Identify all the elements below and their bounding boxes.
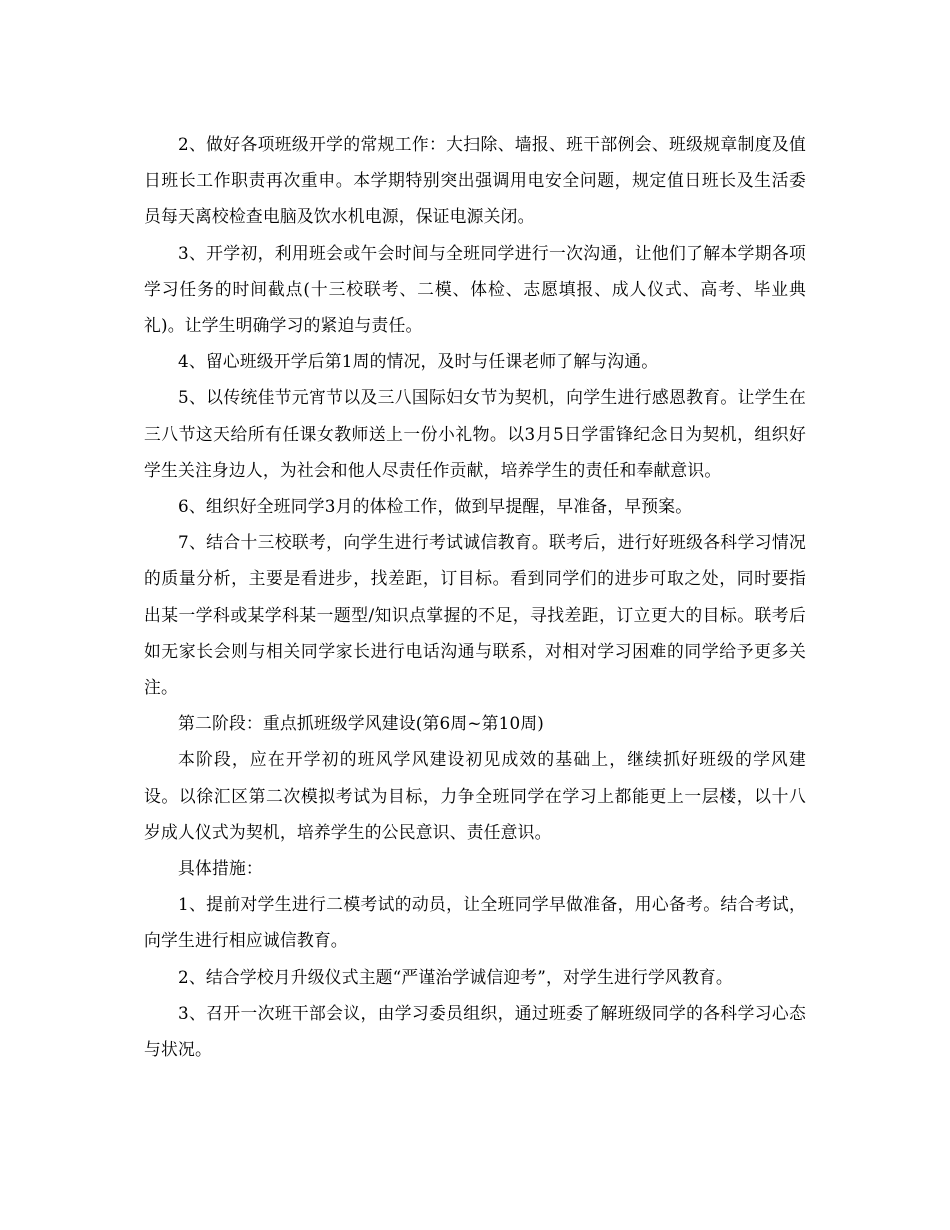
paragraph-item-5-gratitude-education: 5、以传统佳节元宵节以及三八国际妇女节为契机，向学生进行感恩教育。让学生在三八节这天给所有任课女教师送上一份小礼物。以3月5日学雷锋纪念日为契机，组织好学生关注身边人，为社会和他人尽责任作贡献，培养学生的责任和奉献意识。 bbox=[144, 387, 806, 480]
paragraph-item-6-health-check: 6、组织好全班同学3月的体检工作，做到早提醒，早准备，早预案。 bbox=[178, 496, 693, 517]
measure-item-1: 1、提前对学生进行二模考试的动员，让全班同学早做准备，用心备考。结合考试，向学生进行相应诚信教育。 bbox=[144, 894, 806, 951]
document-body bbox=[144, 126, 806, 1067]
stage-two-heading: 第二阶段：重点抓班级学风建设(第6周~第10周) bbox=[178, 713, 545, 734]
paragraph-item-3-communication: 3、开学初，利用班会或午会时间与全班同学进行一次沟通，让他们了解本学期各项学习任务的时间截点(十三校联考、二模、体检、志愿填报、成人仪式、高考、毕业典礼)。让学生明确学习的紧迫与责任。 bbox=[144, 242, 806, 336]
stage-two-intro: 本阶段，应在开学初的班风学风建设初见成效的基础上，继续抓好班级的学风建设。以徐汇区第二次模拟考试为目标，力争全班同学在学习上都能更上一层楼，以十八岁成人仪式为契机，培养学生的公民意识、责任意识。 bbox=[144, 749, 806, 842]
measures-heading: 具体措施： bbox=[178, 858, 263, 879]
paragraph-item-4-first-week: 4、留心班级开学后第1周的情况，及时与任课老师了解与沟通。 bbox=[178, 351, 659, 372]
measure-item-3: 3、召开一次班干部会议，由学习委员组织，通过班委了解班级同学的各科学习心态与状况。 bbox=[144, 1002, 806, 1060]
paragraph-item-7-joint-exam: 7、结合十三校联考，向学生进行考试诚信教育。联考后，进行好班级各科学习情况的质量分析，主要是看进步，找差距，订目标。看到同学们的进步可取之处，同时要指出某一学科或某学科某一题型/知识点掌握的不足，寻找差距，订立更大的目标。联考后如无家长会则与相关同学家长进行电话沟通与联系，对相对学习困难的同学给予更多关注。 bbox=[144, 532, 806, 698]
measure-item-2: 2、结合学校月升级仪式主题“严谨治学诚信迎考”，对学生进行学风教育。 bbox=[178, 966, 733, 987]
paragraph-item-2-routine-work: 2、做好各项班级开学的常规工作：大扫除、墙报、班干部例会、班级规章制度及值日班长工作职责再次重申。本学期特别突出强调用电安全问题，规定值日班长及生活委员每天离校检查电脑及饮水机电源，保证电源关闭。 bbox=[144, 134, 806, 227]
